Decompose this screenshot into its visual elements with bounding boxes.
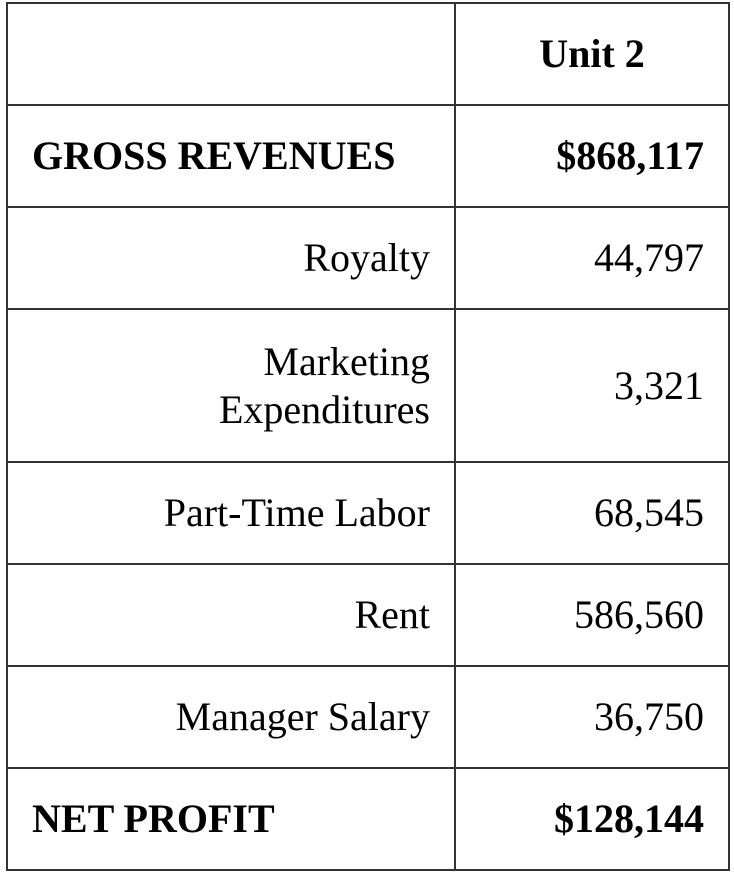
table-row-marketing-expenditures xyxy=(7,309,729,462)
table-row-manager-salary xyxy=(7,666,729,768)
row-label-marketing-expenditures xyxy=(7,309,455,462)
row-label-manager-salary: Manager Salary xyxy=(7,666,455,768)
row-value-part-time-labor: 68,545 xyxy=(455,462,729,564)
row-label-royalty: Royalty xyxy=(7,207,455,309)
row-value-marketing-expenditures: 3,321 xyxy=(455,309,729,462)
row-label-rent: Rent xyxy=(7,564,455,666)
row-label-gross-revenues: GROSS REVENUES xyxy=(7,105,455,207)
column-header-unit: Unit 2 xyxy=(455,3,729,105)
header-row xyxy=(7,3,729,105)
row-label-net-profit: NET PROFIT xyxy=(7,768,455,870)
row-label-marketing-line-2: Expenditures xyxy=(218,386,430,432)
header-empty-cell xyxy=(7,3,455,105)
table-row-gross-revenues xyxy=(7,105,729,207)
table-row-net-profit xyxy=(7,768,729,870)
row-value-manager-salary: 36,750 xyxy=(455,666,729,768)
financial-table xyxy=(6,2,730,871)
row-value-net-profit: $128,144 xyxy=(455,768,729,870)
row-value-rent: 586,560 xyxy=(455,564,729,666)
table-row-royalty xyxy=(7,207,729,309)
table-row-part-time-labor xyxy=(7,462,729,564)
row-value-royalty: 44,797 xyxy=(455,207,729,309)
row-label-part-time-labor: Part-Time Labor xyxy=(7,462,455,564)
table-row-rent xyxy=(7,564,729,666)
row-value-gross-revenues: $868,117 xyxy=(455,105,729,207)
row-label-marketing-line-1: Marketing xyxy=(263,338,430,384)
